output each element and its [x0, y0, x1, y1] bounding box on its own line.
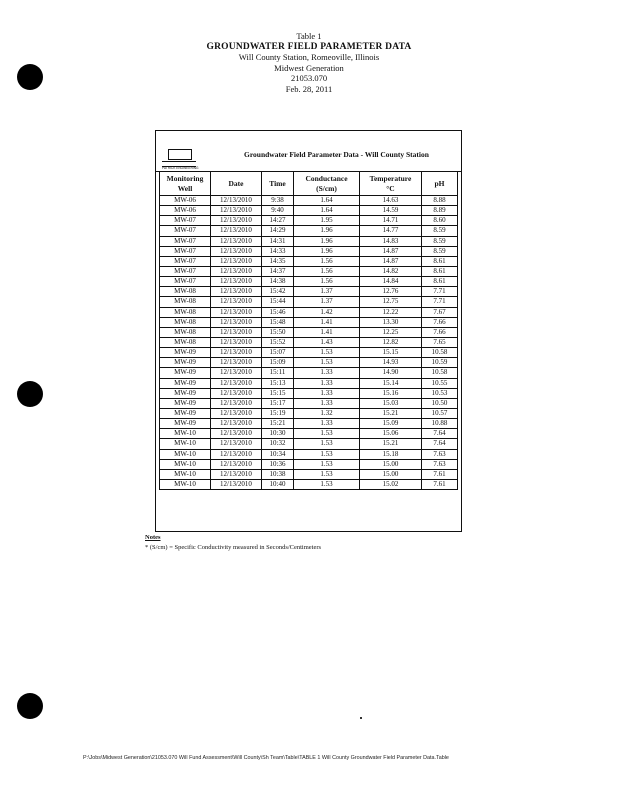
cell-well: MW-08	[160, 307, 211, 317]
cell-conductance: 1.64	[294, 196, 360, 206]
table-row	[160, 429, 458, 439]
cell-temperature: 12.22	[360, 307, 422, 317]
cell-time: 15:15	[262, 388, 294, 398]
table-row	[160, 398, 458, 408]
cell-conductance: 1.33	[294, 368, 360, 378]
cell-time: 15:52	[262, 337, 294, 347]
cell-conductance: 1.33	[294, 388, 360, 398]
column-header	[262, 172, 294, 196]
cell-date: 12/13/2010	[211, 327, 262, 337]
column-header	[422, 172, 458, 196]
cell-temperature: 14.59	[360, 206, 422, 216]
cell-well: MW-06	[160, 206, 211, 216]
cell-conductance: 1.53	[294, 429, 360, 439]
table-row	[160, 459, 458, 469]
cell-time: 10:30	[262, 429, 294, 439]
cell-date: 12/13/2010	[211, 348, 262, 358]
document-date: Feb. 28, 2011	[285, 83, 333, 94]
cell-date: 12/13/2010	[211, 358, 262, 368]
table-title-bar	[156, 131, 461, 172]
table-row	[160, 226, 458, 236]
cell-well: MW-07	[160, 226, 211, 236]
table-row	[160, 449, 458, 459]
cell-time: 9:38	[262, 196, 294, 206]
cell-well: MW-07	[160, 246, 211, 256]
cell-temperature: 15.14	[360, 378, 422, 388]
cell-conductance: 1.53	[294, 449, 360, 459]
cell-ph: 8.61	[422, 266, 458, 276]
cell-well: MW-06	[160, 196, 211, 206]
table-row	[160, 439, 458, 449]
groundwater-data-table	[159, 171, 458, 490]
cell-date: 12/13/2010	[211, 236, 262, 246]
table-label: Table 1	[296, 31, 322, 41]
logo-text: PATRICK ENGINEERING	[162, 166, 199, 170]
table-row	[160, 419, 458, 429]
project-number: 21053.070	[290, 73, 328, 83]
cell-conductance: 1.56	[294, 266, 360, 276]
table-title: Groundwater Field Parameter Data - Will County Station	[244, 150, 429, 159]
cell-temperature: 15.00	[360, 459, 422, 469]
cell-conductance: 1.41	[294, 317, 360, 327]
cell-time: 15:09	[262, 358, 294, 368]
document-title: GROUNDWATER FIELD PARAMETER DATA	[206, 41, 412, 52]
scan-speck	[360, 717, 362, 719]
table-row	[160, 266, 458, 276]
table-row	[160, 216, 458, 226]
column-header-label: Monitoring	[166, 174, 204, 183]
cell-conductance: 1.96	[294, 236, 360, 246]
cell-time: 14:38	[262, 277, 294, 287]
cell-well: MW-09	[160, 388, 211, 398]
table-row	[160, 348, 458, 358]
cell-well: MW-07	[160, 277, 211, 287]
cell-conductance: 1.33	[294, 378, 360, 388]
cell-well: MW-09	[160, 408, 211, 418]
cell-temperature: 15.03	[360, 398, 422, 408]
cell-well: MW-09	[160, 348, 211, 358]
notes-section	[145, 533, 321, 553]
column-header-label: Temperature	[369, 174, 412, 183]
cell-time: 15:46	[262, 307, 294, 317]
cell-ph: 7.71	[422, 297, 458, 307]
cell-conductance: 1.56	[294, 277, 360, 287]
cell-time: 14:37	[262, 266, 294, 276]
cell-conductance: 1.56	[294, 256, 360, 266]
cell-well: MW-10	[160, 449, 211, 459]
cell-ph: 8.61	[422, 256, 458, 266]
cell-temperature: 14.83	[360, 236, 422, 246]
cell-conductance: 1.95	[294, 216, 360, 226]
cell-ph: 8.59	[422, 236, 458, 246]
cell-time: 15:11	[262, 368, 294, 378]
cell-conductance: 1.53	[294, 469, 360, 479]
company-logo-icon	[162, 139, 199, 170]
cell-ph: 8.61	[422, 277, 458, 287]
cell-well: MW-08	[160, 287, 211, 297]
cell-date: 12/13/2010	[211, 317, 262, 327]
cell-temperature: 15.06	[360, 429, 422, 439]
cell-well: MW-09	[160, 368, 211, 378]
table-row	[160, 388, 458, 398]
cell-time: 10:36	[262, 459, 294, 469]
cell-well: MW-07	[160, 256, 211, 266]
table-row	[160, 327, 458, 337]
file-path-footer: P:\Jobs\Midwest Generation\21053.070 Will Fund Assessment\Will County\Sh Team\Table\TABLE 1 Will County Groundwater Field Parameter Data.Table	[83, 755, 449, 761]
column-header	[211, 172, 262, 196]
table-row	[160, 368, 458, 378]
cell-ph: 8.60	[422, 216, 458, 226]
cell-date: 12/13/2010	[211, 388, 262, 398]
cell-temperature: 15.09	[360, 419, 422, 429]
cell-temperature: 14.77	[360, 226, 422, 236]
cell-temperature: 15.02	[360, 479, 422, 489]
cell-date: 12/13/2010	[211, 196, 262, 206]
cell-date: 12/13/2010	[211, 378, 262, 388]
cell-date: 12/13/2010	[211, 408, 262, 418]
cell-time: 10:32	[262, 439, 294, 449]
cell-temperature: 12.82	[360, 337, 422, 347]
cell-well: MW-09	[160, 398, 211, 408]
cell-time: 15:50	[262, 327, 294, 337]
cell-ph: 7.67	[422, 307, 458, 317]
cell-time: 15:44	[262, 297, 294, 307]
table-row	[160, 408, 458, 418]
cell-date: 12/13/2010	[211, 439, 262, 449]
cell-conductance: 1.53	[294, 459, 360, 469]
cell-temperature: 14.84	[360, 277, 422, 287]
cell-date: 12/13/2010	[211, 206, 262, 216]
cell-date: 12/13/2010	[211, 419, 262, 429]
cell-ph: 7.66	[422, 317, 458, 327]
cell-well: MW-07	[160, 236, 211, 246]
cell-well: MW-10	[160, 469, 211, 479]
column-header-label: pH	[434, 178, 445, 188]
cell-conductance: 1.41	[294, 327, 360, 337]
cell-ph: 10.53	[422, 388, 458, 398]
column-header-label: Conductance	[305, 174, 348, 183]
cell-time: 15:07	[262, 348, 294, 358]
table-row	[160, 287, 458, 297]
column-header-unit: Well	[177, 183, 193, 193]
table-row	[160, 307, 458, 317]
cell-temperature: 14.63	[360, 196, 422, 206]
punch-hole-bottom	[17, 693, 43, 719]
cell-temperature: 13.30	[360, 317, 422, 327]
cell-ph: 7.71	[422, 287, 458, 297]
cell-temperature: 14.90	[360, 368, 422, 378]
cell-temperature: 14.71	[360, 216, 422, 226]
cell-ph: 8.59	[422, 226, 458, 236]
cell-date: 12/13/2010	[211, 277, 262, 287]
cell-ph: 8.88	[422, 196, 458, 206]
cell-time: 14:29	[262, 226, 294, 236]
cell-well: MW-10	[160, 459, 211, 469]
table-row	[160, 479, 458, 489]
cell-conductance: 1.42	[294, 307, 360, 317]
cell-conductance: 1.37	[294, 297, 360, 307]
cell-ph: 10.50	[422, 398, 458, 408]
cell-date: 12/13/2010	[211, 287, 262, 297]
table-body	[160, 196, 458, 490]
cell-time: 10:34	[262, 449, 294, 459]
cell-time: 9:40	[262, 206, 294, 216]
cell-ph: 7.64	[422, 429, 458, 439]
cell-well: MW-09	[160, 419, 211, 429]
cell-time: 15:13	[262, 378, 294, 388]
cell-conductance: 1.33	[294, 398, 360, 408]
cell-date: 12/13/2010	[211, 459, 262, 469]
table-row	[160, 236, 458, 246]
cell-temperature: 14.82	[360, 266, 422, 276]
cell-well: MW-10	[160, 439, 211, 449]
table-row	[160, 358, 458, 368]
cell-well: MW-10	[160, 429, 211, 439]
cell-temperature: 15.18	[360, 449, 422, 459]
cell-date: 12/13/2010	[211, 246, 262, 256]
cell-well: MW-10	[160, 479, 211, 489]
column-header-label: Date	[228, 178, 244, 188]
cell-date: 12/13/2010	[211, 469, 262, 479]
cell-time: 15:21	[262, 419, 294, 429]
cell-date: 12/13/2010	[211, 226, 262, 236]
cell-conductance: 1.96	[294, 226, 360, 236]
cell-time: 15:19	[262, 408, 294, 418]
cell-well: MW-08	[160, 317, 211, 327]
cell-conductance: 1.53	[294, 358, 360, 368]
cell-time: 15:48	[262, 317, 294, 327]
cell-ph: 10.57	[422, 408, 458, 418]
cell-temperature: 14.87	[360, 246, 422, 256]
table-row	[160, 297, 458, 307]
cell-temperature: 12.76	[360, 287, 422, 297]
cell-ph: 7.64	[422, 439, 458, 449]
column-header	[360, 172, 422, 196]
cell-conductance: 1.33	[294, 419, 360, 429]
table-row	[160, 196, 458, 206]
cell-temperature: 12.75	[360, 297, 422, 307]
cell-temperature: 12.25	[360, 327, 422, 337]
cell-ph: 7.61	[422, 469, 458, 479]
notes-text: * (S/cm) = Specific Conductivity measured in Seconds/Centimeters	[145, 544, 322, 551]
cell-time: 14:31	[262, 236, 294, 246]
cell-conductance: 1.53	[294, 439, 360, 449]
client-name: Midwest Generation	[274, 62, 344, 73]
cell-well: MW-07	[160, 216, 211, 226]
cell-date: 12/13/2010	[211, 479, 262, 489]
cell-well: MW-08	[160, 327, 211, 337]
cell-ph: 7.63	[422, 449, 458, 459]
cell-conductance: 1.32	[294, 408, 360, 418]
data-table-frame	[155, 130, 462, 532]
cell-date: 12/13/2010	[211, 216, 262, 226]
cell-time: 10:40	[262, 479, 294, 489]
cell-ph: 10.88	[422, 419, 458, 429]
cell-ph: 7.63	[422, 459, 458, 469]
cell-time: 15:17	[262, 398, 294, 408]
column-header-unit: (S/cm)	[316, 183, 337, 193]
cell-temperature: 15.15	[360, 348, 422, 358]
cell-ph: 10.58	[422, 348, 458, 358]
cell-conductance: 1.43	[294, 337, 360, 347]
cell-time: 14:27	[262, 216, 294, 226]
cell-date: 12/13/2010	[211, 256, 262, 266]
table-row	[160, 469, 458, 479]
cell-well: MW-07	[160, 266, 211, 276]
cell-date: 12/13/2010	[211, 368, 262, 378]
notes-label: Notes	[145, 534, 161, 541]
site-location: Will County Station, Romeoville, Illinois	[238, 52, 380, 62]
table-row	[160, 256, 458, 266]
cell-time: 15:42	[262, 287, 294, 297]
cell-ph: 10.58	[422, 368, 458, 378]
document-header	[0, 31, 618, 94]
cell-ph: 10.59	[422, 358, 458, 368]
table-row	[160, 337, 458, 347]
cell-time: 14:33	[262, 246, 294, 256]
column-header-label: Time	[269, 178, 286, 188]
column-header-unit: °C	[386, 183, 395, 193]
cell-time: 10:38	[262, 469, 294, 479]
table-row	[160, 246, 458, 256]
cell-ph: 7.65	[422, 337, 458, 347]
cell-conductance: 1.37	[294, 287, 360, 297]
cell-conductance: 1.53	[294, 479, 360, 489]
cell-temperature: 15.21	[360, 439, 422, 449]
table-row	[160, 317, 458, 327]
cell-conductance: 1.96	[294, 246, 360, 256]
cell-well: MW-08	[160, 337, 211, 347]
cell-temperature: 14.87	[360, 256, 422, 266]
cell-date: 12/13/2010	[211, 297, 262, 307]
cell-temperature: 15.21	[360, 408, 422, 418]
cell-date: 12/13/2010	[211, 398, 262, 408]
cell-temperature: 15.00	[360, 469, 422, 479]
cell-ph: 7.66	[422, 327, 458, 337]
table-row	[160, 378, 458, 388]
cell-ph: 7.61	[422, 479, 458, 489]
table-row	[160, 206, 458, 216]
cell-well: MW-08	[160, 297, 211, 307]
cell-conductance: 1.53	[294, 348, 360, 358]
table-row	[160, 277, 458, 287]
table-header-row	[160, 172, 458, 196]
cell-ph: 8.59	[422, 246, 458, 256]
cell-conductance: 1.64	[294, 206, 360, 216]
cell-date: 12/13/2010	[211, 266, 262, 276]
cell-date: 12/13/2010	[211, 337, 262, 347]
cell-date: 12/13/2010	[211, 307, 262, 317]
cell-date: 12/13/2010	[211, 449, 262, 459]
column-header	[294, 172, 360, 196]
cell-temperature: 15.16	[360, 388, 422, 398]
cell-well: MW-09	[160, 378, 211, 388]
cell-date: 12/13/2010	[211, 429, 262, 439]
punch-hole-middle	[17, 381, 43, 407]
cell-well: MW-09	[160, 358, 211, 368]
cell-ph: 8.89	[422, 206, 458, 216]
column-header	[160, 172, 211, 196]
cell-ph: 10.55	[422, 378, 458, 388]
cell-temperature: 14.93	[360, 358, 422, 368]
cell-time: 14:35	[262, 256, 294, 266]
